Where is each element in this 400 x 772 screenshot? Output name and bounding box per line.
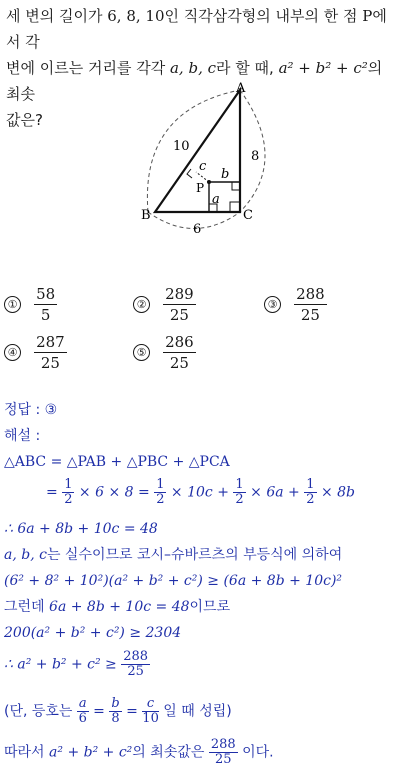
cauchy-text: a, b, c는 실수이므로 코시–슈바르츠의 부등식에 의하여 — [4, 547, 343, 563]
eq-cauchy: (6² + 8² + 10²)(a² + b² + c²) ≥ (6a + 8b + 10c)² — [4, 573, 343, 589]
final-answer: 따라서 a² + b² + c²의 최솟값은 $\frac{288}{25}$ 이다. — [4, 737, 274, 767]
label-a-vertex: A — [236, 81, 246, 96]
label-len-10: 10 — [173, 139, 190, 154]
explain-label: 해설 : — [4, 428, 41, 444]
question-line-2: 변에 이르는 거리를 각각 a, b, c라 할 때, a² + b² + c²의 최솟 — [6, 59, 383, 103]
point-p — [207, 180, 211, 184]
label-len-6: 6 — [193, 222, 202, 237]
label-p: P — [196, 181, 205, 195]
equality-condition: (단, 등호는 $\frac{a}{6}$ = $\frac{b}{8}$ = $\frac{c}{10}$ 일 때 성립) — [4, 696, 232, 726]
choice-2[interactable]: ② $\frac{289}{25}$ — [133, 284, 196, 325]
label-c: c — [199, 159, 207, 174]
right-angle-c — [230, 202, 240, 212]
label-b: b — [221, 167, 230, 182]
question-line-1: 세 변의 길이가 6, 8, 10인 직각삼각형의 내부의 한 점 P에서 각 — [6, 7, 387, 51]
eq-area-sum: △ABC = △PAB + △PBC + △PCA — [4, 454, 230, 470]
choice-3[interactable]: ③ $\frac{288}{25}$ — [264, 284, 327, 325]
right-angle-c2 — [187, 169, 192, 178]
label-len-8: 8 — [251, 149, 260, 164]
right-angle-b — [232, 182, 240, 190]
choice-4[interactable]: ④ $\frac{287}{25}$ — [4, 332, 67, 373]
eq-bound: 200(a² + b² + c²) ≥ 2304 — [4, 625, 182, 641]
choice-5[interactable]: ⑤ $\frac{286}{25}$ — [133, 332, 196, 373]
eq-substitute: 그런데 6a + 8b + 10c = 48이므로 — [4, 599, 231, 615]
label-a: a — [212, 192, 220, 207]
eq-linear: ∴ 6a + 8b + 10c = 48 — [4, 521, 158, 537]
eq-area-values: = $\frac{1}{2}$ × 6 × 8 = $\frac{1}{2}$ × 10c + $\frac{1}{2}$ × 6a + $\frac{1}{2}$ × 8b — [46, 477, 356, 507]
answer-label: 정답 : ③ — [4, 402, 58, 418]
choice-1[interactable]: ① $\frac{58}{5}$ — [4, 284, 57, 325]
label-c-vertex: C — [243, 208, 253, 223]
question-line-3: 값은? — [6, 111, 43, 129]
label-b-vertex: B — [141, 208, 151, 223]
eq-result: ∴ a² + b² + c² ≥ $\frac{288}{25}$ — [4, 649, 149, 679]
triangle-figure — [120, 78, 280, 243]
